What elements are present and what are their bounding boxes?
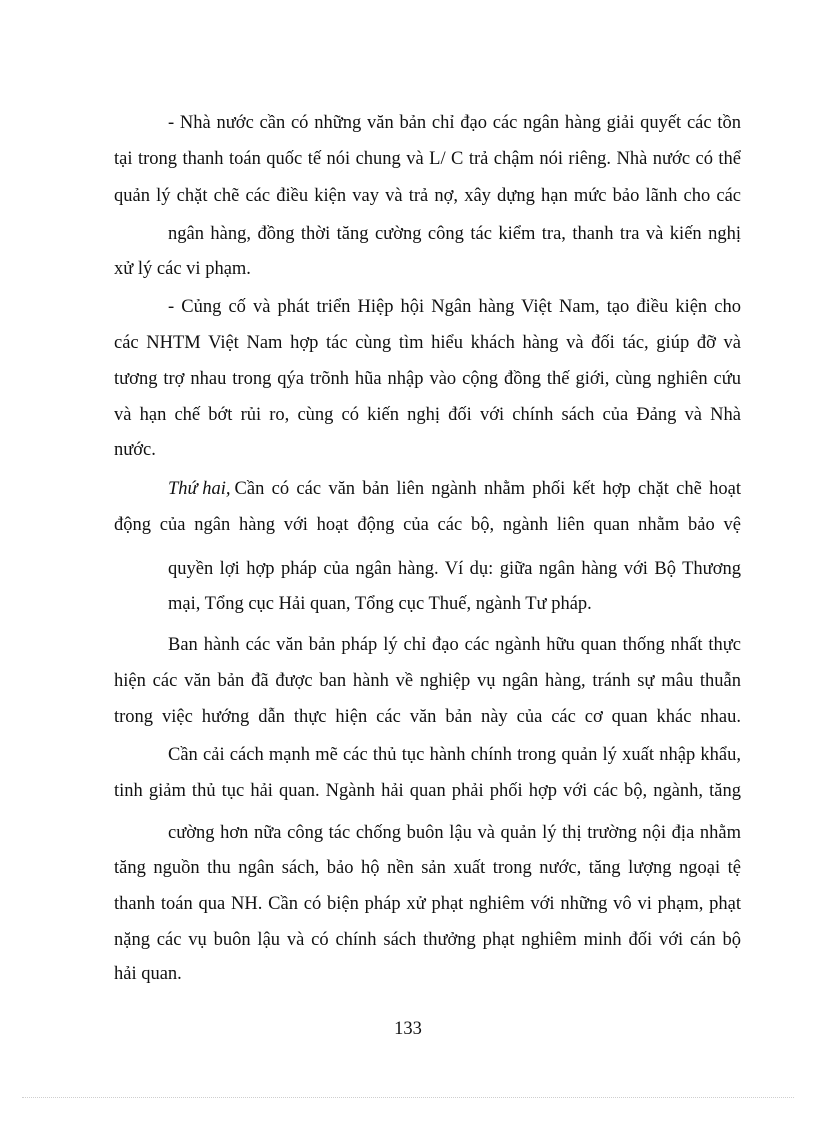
text-line: cường hơn nữa công tác chống buôn lậu và quản lý thị trường nội địa nhằm: [168, 823, 741, 843]
text-line: hiện các văn bản đã được ban hành về nghiệp vụ ngân hàng, tránh sự mâu thuẫn: [114, 671, 741, 691]
text-line: thanh toán qua NH. Cần có biện pháp xử phạt nghiêm với những vô vi phạm, phạt: [114, 894, 741, 914]
text-line: mại, Tổng cục Hải quan, Tổng cục Thuế, ngành Tư pháp.: [168, 594, 592, 614]
italic-lead: Thứ hai,: [168, 479, 231, 499]
text-line: ngân hàng, đồng thời tăng cường công tác kiểm tra, thanh tra và kiến nghị: [168, 224, 741, 244]
text-line: hải quan.: [114, 964, 182, 984]
text-line: quyền lợi hợp pháp của ngân hàng. Ví dụ: giữa ngân hàng với Bộ Thương: [168, 559, 741, 579]
page-number: 133: [394, 1019, 422, 1039]
text-line: nặng các vụ buôn lậu và có chính sách thưởng phạt nghiêm minh đối với cán bộ: [114, 930, 741, 950]
text-line: các NHTM Việt Nam hợp tác cùng tìm hiểu khách hàng và đối tác, giúp đỡ và: [114, 333, 741, 353]
text-line: Ban hành các văn bản pháp lý chỉ đạo các ngành hữu quan thống nhất thực: [168, 635, 741, 655]
text-line: tăng nguồn thu ngân sách, bảo hộ nền sản xuất trong nước, tăng lượng ngoại tệ: [114, 858, 741, 878]
text-line: [168, 477, 741, 501]
text-line: tinh giảm thủ tục hải quan. Ngành hải quan phải phối hợp với các bộ, ngành, tăng: [114, 781, 741, 801]
text-line: nước.: [114, 440, 156, 460]
text-line: xử lý các vi phạm.: [114, 259, 251, 279]
text-line: - Củng cố và phát triển Hiệp hội Ngân hàng Việt Nam, tạo điều kiện cho: [168, 297, 741, 317]
text-line: tương trợ nhau trong qýa trõnh hũa nhập vào cộng đồng thế giới, cùng nghiên cứu: [114, 369, 741, 389]
page-edge-divider: [22, 1097, 794, 1098]
text-line: Cần cải cách mạnh mẽ các thủ tục hành chính trong quản lý xuất nhập khẩu,: [168, 745, 741, 765]
text-line: quản lý chặt chẽ các điều kiện vay và trả nợ, xây dựng hạn mức bảo lãnh cho các: [114, 186, 741, 206]
text-line-rest: Cần có các văn bản liên ngành nhằm phối kết hợp chặt chẽ hoạt: [234, 479, 741, 499]
text-line: trong việc hướng dẫn thực hiện các văn bản này của các cơ quan khác nhau.: [114, 707, 741, 727]
text-line: và hạn chế bớt rủi ro, cùng có kiến nghị đối với chính sách của Đảng và Nhà: [114, 405, 741, 425]
text-line: tại trong thanh toán quốc tế nói chung và L/ C trả chậm nói riêng. Nhà nước có thể: [114, 149, 741, 169]
text-line: - Nhà nước cần có những văn bản chỉ đạo các ngân hàng giải quyết các tồn: [168, 113, 741, 133]
text-line: động của ngân hàng với hoạt động của các bộ, ngành liên quan nhằm bảo vệ: [114, 515, 741, 535]
